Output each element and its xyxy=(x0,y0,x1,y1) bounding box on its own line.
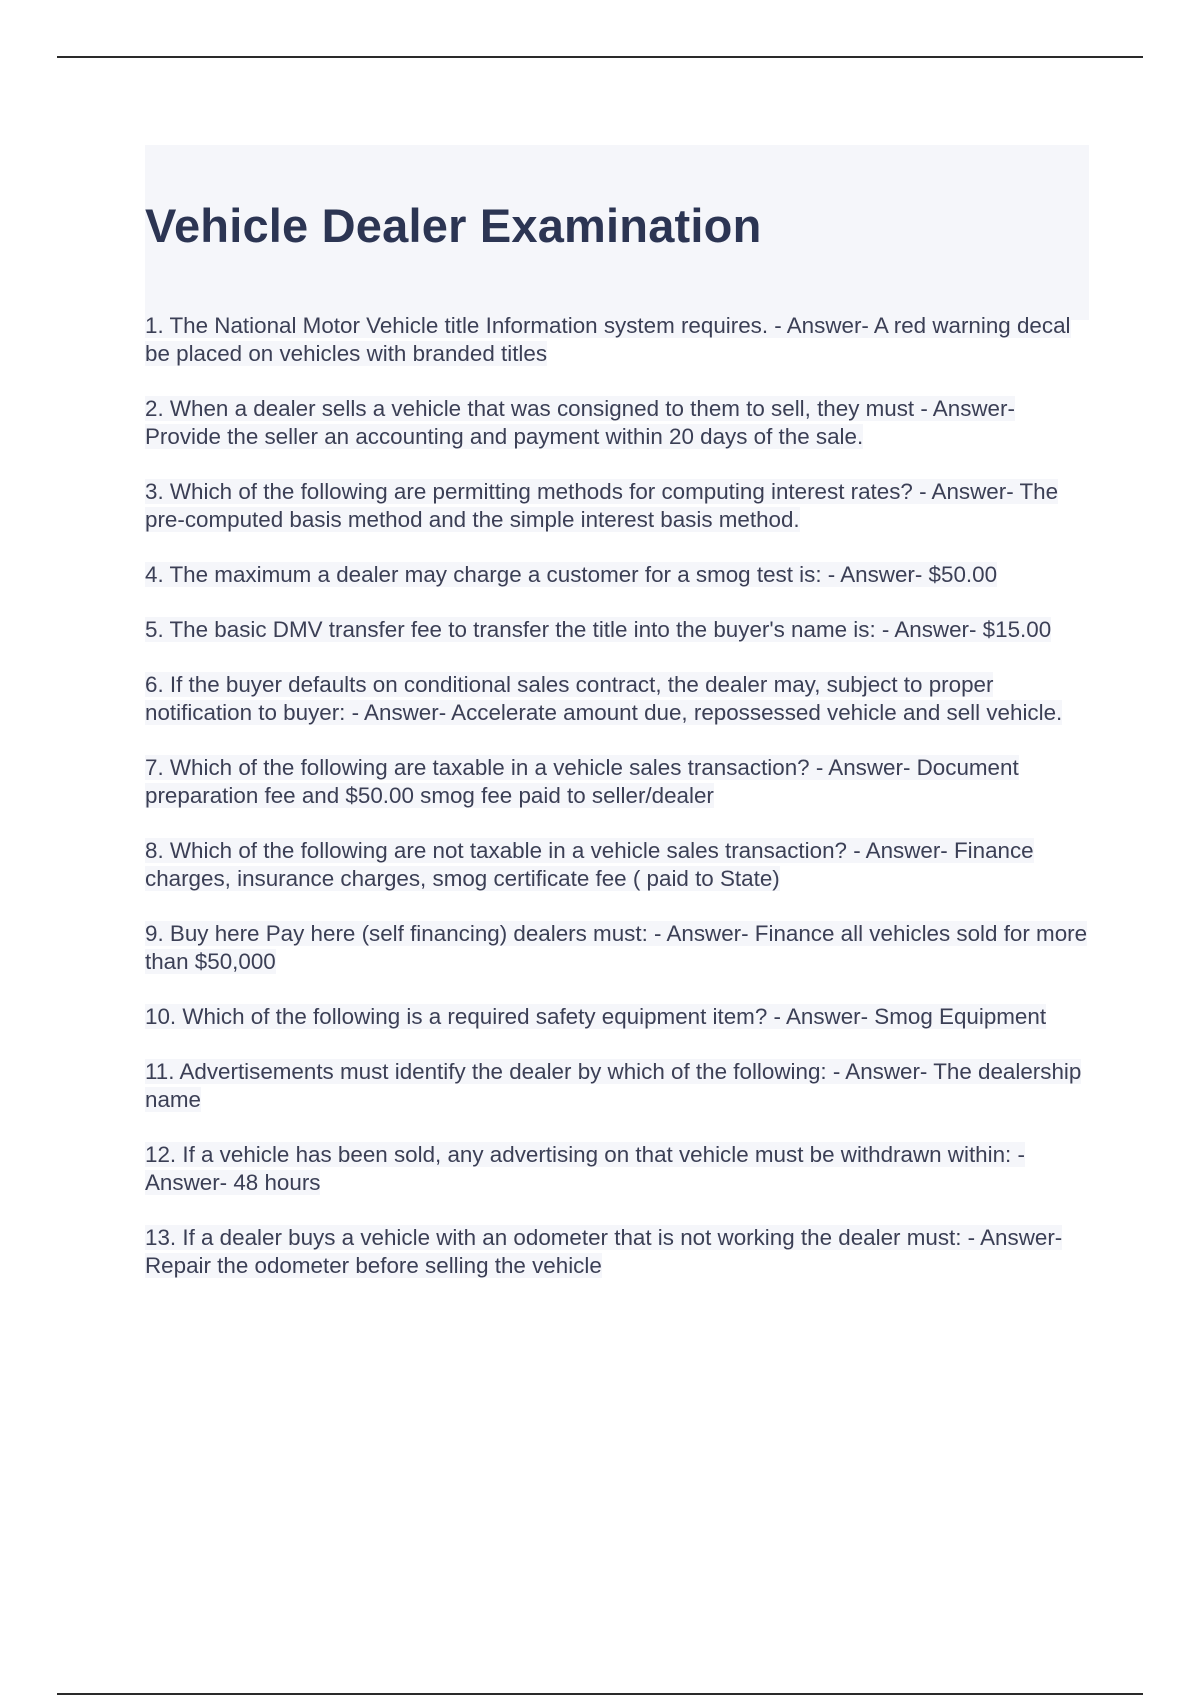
question-text: 2. When a dealer sells a vehicle that was consigned to them to sell, they must - Answer- Provide the seller an accounting and payment within 20 days of the sale. xyxy=(145,396,1015,449)
question-text: 12. If a vehicle has been sold, any advertising on that vehicle must be withdrawn within: - Answer- 48 hours xyxy=(145,1142,1025,1195)
question-text: 10. Which of the following is a required safety equipment item? - Answer- Smog Equipment xyxy=(145,1004,1047,1029)
question-item-12 xyxy=(145,1141,1089,1197)
question-text: 7. Which of the following are taxable in a vehicle sales transaction? - Answer- Document preparation fee and $50.00 smog fee paid to seller/dealer xyxy=(145,755,1019,808)
question-item-7 xyxy=(145,754,1089,810)
question-text: 3. Which of the following are permitting methods for computing interest rates? - Answer- The pre-computed basis method and the simple interest basis method. xyxy=(145,479,1059,532)
question-text: 8. Which of the following are not taxable in a vehicle sales transaction? - Answer- Finance charges, insurance charges, smog certificate fee ( paid to State) xyxy=(145,838,1034,891)
question-item-4 xyxy=(145,561,1089,589)
question-text: 1. The National Motor Vehicle title Information system requires. - Answer- A red warning decal be placed on vehicles with branded titles xyxy=(145,313,1071,366)
question-item-5 xyxy=(145,616,1089,644)
bottom-rule xyxy=(57,1693,1143,1695)
question-text: 6. If the buyer defaults on conditional sales contract, the dealer may, subject to proper notification to buyer: - Answer- Accelerate amount due, repossessed vehicle and sell vehicle. xyxy=(145,672,1063,725)
question-item-8 xyxy=(145,837,1089,893)
question-item-2 xyxy=(145,395,1089,451)
question-item-6 xyxy=(145,671,1089,727)
question-item-1 xyxy=(145,312,1089,368)
question-item-11 xyxy=(145,1058,1089,1114)
question-item-9 xyxy=(145,920,1089,976)
question-text: 13. If a dealer buys a vehicle with an odometer that is not working the dealer must: - Answer- Repair the odometer before selling the vehicle xyxy=(145,1225,1063,1278)
question-text: 9. Buy here Pay here (self financing) dealers must: - Answer- Finance all vehicles sold for more than $50,000 xyxy=(145,921,1088,974)
question-item-3 xyxy=(145,478,1089,534)
question-item-10 xyxy=(145,1003,1089,1031)
top-rule xyxy=(57,56,1143,58)
question-item-13 xyxy=(145,1224,1089,1280)
document-title: Vehicle Dealer Examination xyxy=(145,199,762,252)
question-text: 5. The basic DMV transfer fee to transfer the title into the buyer's name is: - Answer- $15.00 xyxy=(145,617,1052,642)
question-text: 11. Advertisements must identify the dealer by which of the following: - Answer- The dealership name xyxy=(145,1059,1082,1112)
question-text: 4. The maximum a dealer may charge a customer for a smog test is: - Answer- $50.00 xyxy=(145,562,998,587)
question-list xyxy=(145,312,1089,1307)
